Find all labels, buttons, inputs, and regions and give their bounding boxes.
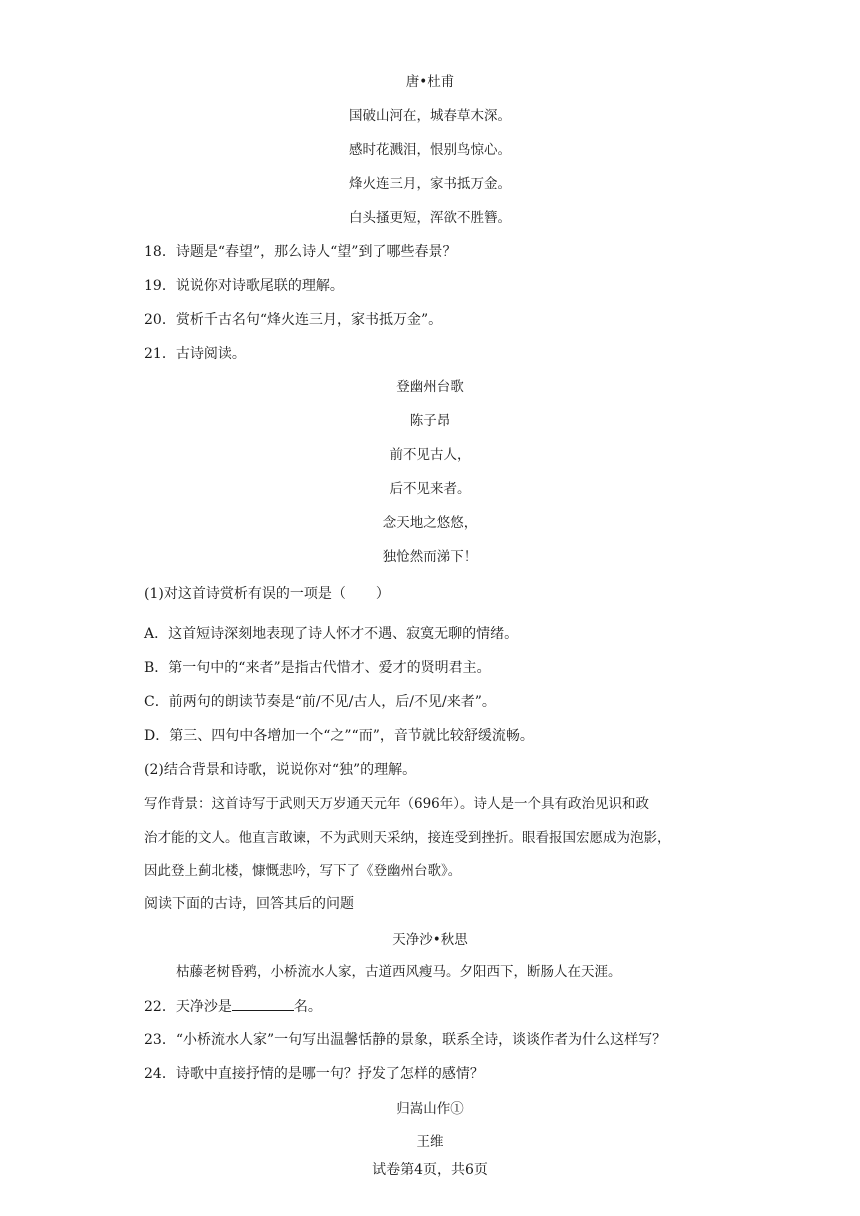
poem1-line-3: 烽火连三月，家书抵万金。 xyxy=(349,176,511,192)
background-line-1: 写作背景：这首诗写于武则天万岁通天元年（696年）。诗人是一个具有政治见识和政 xyxy=(144,796,650,812)
question-21-1-close: ） xyxy=(375,586,390,602)
question-21-1-text: (1)对这首诗赏析有误的一项是（ xyxy=(144,586,346,602)
option-a: A．这首短诗深刻地表现了诗人怀才不遇、寂寞无聊的情绪。 xyxy=(144,626,519,642)
question-22-text: 22．天净沙是 xyxy=(144,999,232,1015)
poem4-title: 归嵩山作① xyxy=(396,1101,464,1117)
poem1-line-2: 感时花溅泪，恨别鸟惊心。 xyxy=(349,142,511,158)
option-c: C．前两句的朗读节奏是“前/不见/古人，后/不见/来者”。 xyxy=(144,694,496,710)
poem2-line-3: 念天地之悠悠， xyxy=(382,515,478,531)
question-22 xyxy=(144,996,322,1017)
question-19: 19．说说你对诗歌尾联的理解。 xyxy=(144,278,344,294)
option-d: D．第三、四句中各增加一个“之”“而”，音节就比较舒缓流畅。 xyxy=(144,728,534,744)
poem2-line-2: 后不见来者。 xyxy=(389,481,471,497)
question-22-suffix: 名。 xyxy=(293,999,322,1015)
question-24: 24．诗歌中直接抒情的是哪一句？抒发了怎样的感情？ xyxy=(144,1066,484,1082)
question-21-1 xyxy=(144,584,390,604)
question-20: 20．赏析千古名句“烽火连三月，家书抵万金”。 xyxy=(144,312,443,328)
poem4-author: 王维 xyxy=(416,1134,444,1150)
background-line-2: 治才能的文人。他直言敢谏，不为武则天采纳，接连受到挫折。眼看报国宏愿成为泡影， xyxy=(144,830,671,846)
poem2-line-1: 前不见古人， xyxy=(389,447,471,463)
option-b: B．第一句中的“来者”是指古代惜才、爱才的贤明君主。 xyxy=(144,660,491,676)
poem2-title: 登幽州台歌 xyxy=(396,379,464,395)
background-line-3: 因此登上蓟北楼，慷慨悲吟，写下了《登幽州台歌》。 xyxy=(144,863,462,879)
poem1-line-1: 国破山河在，城春草木深。 xyxy=(349,108,511,124)
question-21: 21．古诗阅读。 xyxy=(144,346,246,362)
fill-blank[interactable] xyxy=(232,996,294,1011)
poem1-line-4: 白头搔更短，浑欲不胜簪。 xyxy=(349,210,511,226)
read-instruction: 阅读下面的古诗，回答其后的问题 xyxy=(144,896,354,912)
poem2-author: 陈子昂 xyxy=(409,413,451,429)
poem3-text: 枯藤老树昏鸦，小桥流水人家，古道西风瘦马。夕阳西下，断肠人在天涯。 xyxy=(176,964,622,980)
poem2-line-4: 独怆然而涕下！ xyxy=(382,549,478,565)
question-18: 18．诗题是“春望”，那么诗人“望”到了哪些春景？ xyxy=(144,244,457,260)
question-23: 23．“小桥流水人家”一句写出温馨恬静的景象，联系全诗，谈谈作者为什么这样写？ xyxy=(144,1032,667,1048)
poem1-author: 唐•杜甫 xyxy=(405,74,455,90)
poem3-title: 天净沙•秋思 xyxy=(392,932,468,948)
question-21-2: (2)结合背景和诗歌，说说你对“独”的理解。 xyxy=(144,762,417,778)
page-footer: 试卷第4页，共6页 xyxy=(372,1162,488,1178)
